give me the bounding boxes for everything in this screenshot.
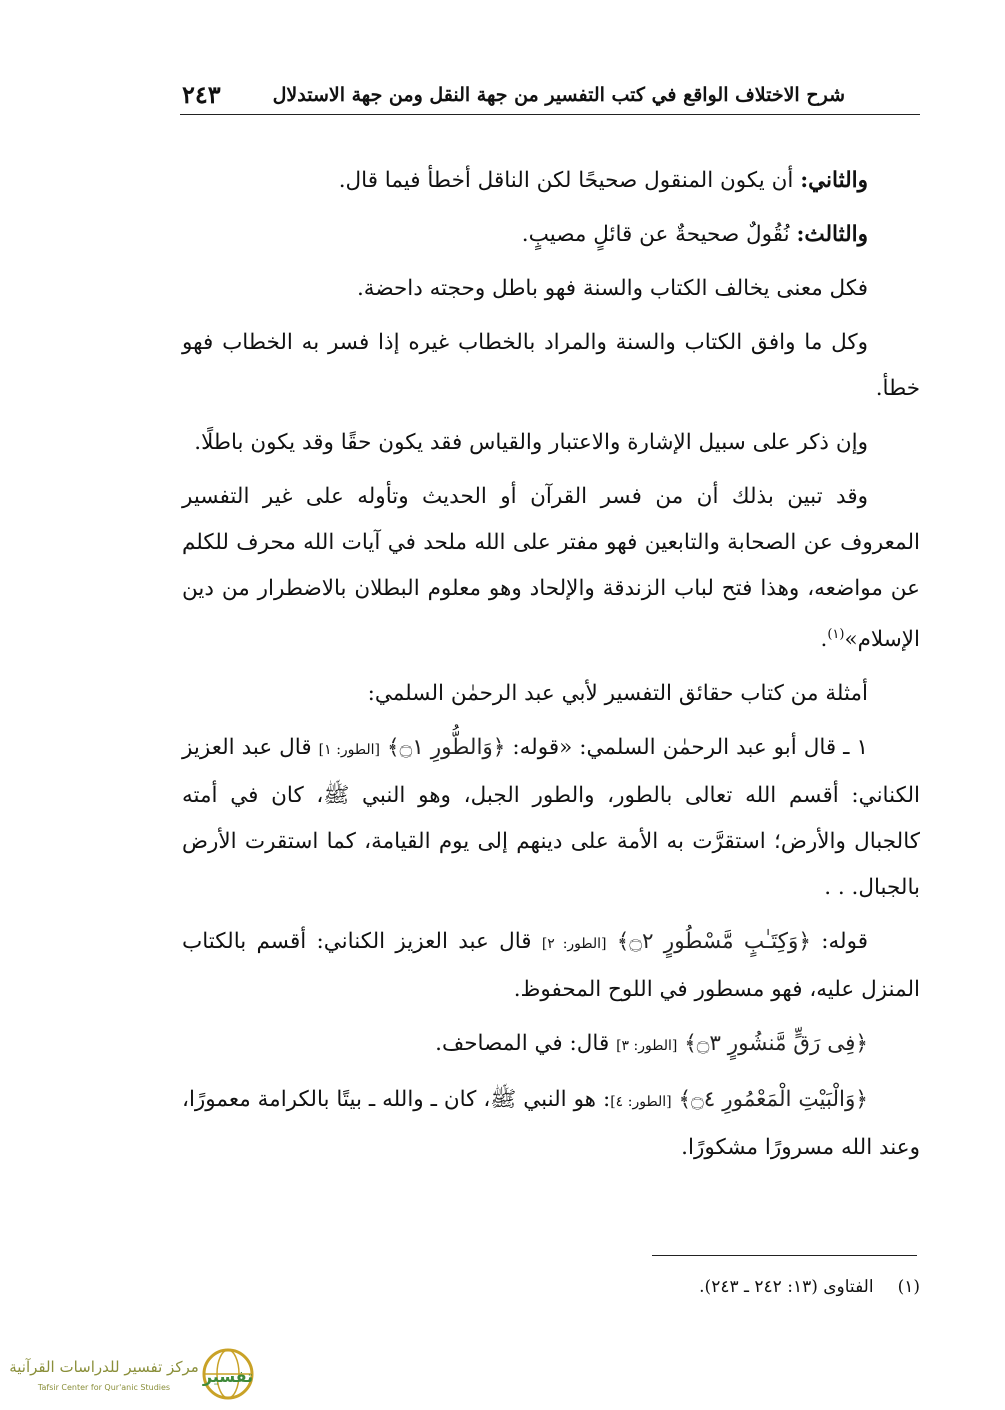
paragraph-lead: والثاني: — [800, 168, 868, 193]
running-header — [180, 78, 920, 115]
footnote-mark: (١) — [897, 1277, 920, 1297]
paragraph: والثاني: أن يكون المنقول صحيحًا لكن الناقل أخطأ فيما قال. — [338, 168, 868, 193]
logo-mark-text: تفسير — [202, 1367, 254, 1386]
header-title: شرح الاختلاف الواقع في كتب التفسير من جهة النقل ومن جهة الاستدلال — [272, 84, 845, 106]
quran-verse: ﴿وَالطُّورِ ۝١﴾ — [387, 735, 506, 761]
quran-verse: ﴿فِى رَقٍّ مَّنشُورٍ ۝٣﴾ — [684, 1031, 868, 1057]
footnote-divider — [652, 1255, 917, 1256]
footnote-text: الفتاوى (١٣: ٢٤٢ ـ ٢٤٣). — [699, 1277, 874, 1297]
publisher-logo — [6, 1344, 262, 1404]
paragraph: وإن ذكر على سبيل الإشارة والاعتبار والقياس فقد يكون حقًا وقد يكون باطلًا. — [194, 430, 868, 455]
section-heading: أمثلة من كتاب حقائق التفسير لأبي عبد الرحمٰن السلمي: — [367, 681, 868, 707]
verse-reference: [الطور: ٣] — [616, 1038, 678, 1055]
logo-latin-name: Tafsir Center for Qur'anic Studies — [37, 1383, 171, 1392]
verse-reference: [الطور: ٢] — [541, 936, 607, 953]
logo-mark — [6, 1344, 262, 1404]
verse-reference: [الطور: ٤] — [610, 1094, 672, 1111]
example-paragraph: ﴿فِى رَقٍّ مَّنشُورٍ ۝٣﴾ [الطور: ٣] قال: في المصاحف. — [435, 1031, 868, 1057]
quran-verse: ﴿وَكِتَـٰبٍ مَّسْطُورٍ ۝٢﴾ — [616, 929, 812, 955]
page-number: ٢٤٣ — [182, 80, 221, 109]
quran-verse: ﴿وَالْبَيْتِ الْمَعْمُورِ ۝٤﴾ — [678, 1087, 869, 1113]
logo-arabic-name: مركز تفسير للدراسات القرآنية — [9, 1358, 199, 1376]
paragraph: وكل ما وافق الكتاب والسنة والمراد بالخطاب غيره إذا فسر به الخطاب فهو خطأ. — [182, 330, 920, 401]
example-paragraph: ﴿وَالْبَيْتِ الْمَعْمُورِ ۝٤﴾ [الطور: ٤]: هو النبي ﷺ، كان ـ والله ـ بيتًا بالكرامة معمورًا، وعند الله مسرورًا مشكورًا. — [182, 1087, 920, 1161]
paragraph: وقد تبين بذلك أن من فسر القرآن أو الحديث وتأوله على غير التفسير المعروف عن الصحابة والتابعين فهو مفتر على الله ملحد في آيات الله محرف للكلم عن مواضعه، وهذا فتح لباب الزندقة والإلحاد وهو معلوم البطلان بالاضطرار من دين الإسلام»$^{(١)}$. — [182, 484, 920, 653]
example-paragraph: قوله: ﴿وَكِتَـٰبٍ مَّسْطُورٍ ۝٢﴾ [الطور: ٢] قال عبد العزيز الكناني: أقسم بالكتاب المنزل عليه، فهو مسطور في اللوح المحفوظ. — [182, 929, 920, 1003]
main-text — [182, 158, 920, 1179]
footnote — [182, 1272, 920, 1302]
paragraph: فكل معنى يخالف الكتاب والسنة فهو باطل وحجته داحضة. — [356, 276, 868, 301]
footnote-reference[interactable]: (١) — [827, 627, 845, 642]
paragraph-lead: والثالث: — [796, 222, 868, 247]
verse-reference: [الطور: ١] — [318, 742, 381, 759]
paragraph: والثالث: نُقُولٌ صحيحةٌ عن قائلٍ مصيبٍ. — [521, 222, 868, 247]
example-paragraph: ١ ـ قال أبو عبد الرحمٰن السلمي: «قوله: ﴿وَالطُّورِ ۝١﴾ [الطور: ١] قال عبد العزيز الكناني: أقسم الله تعالى بالطور، والطور الجبل، وهو النبي ﷺ، كان في أمته كالجبال والأرض؛ استقرَّت به الأمة على دينهم إلى يوم القيامة، كما استقرت الأرض بالجبال. . . — [182, 735, 920, 901]
